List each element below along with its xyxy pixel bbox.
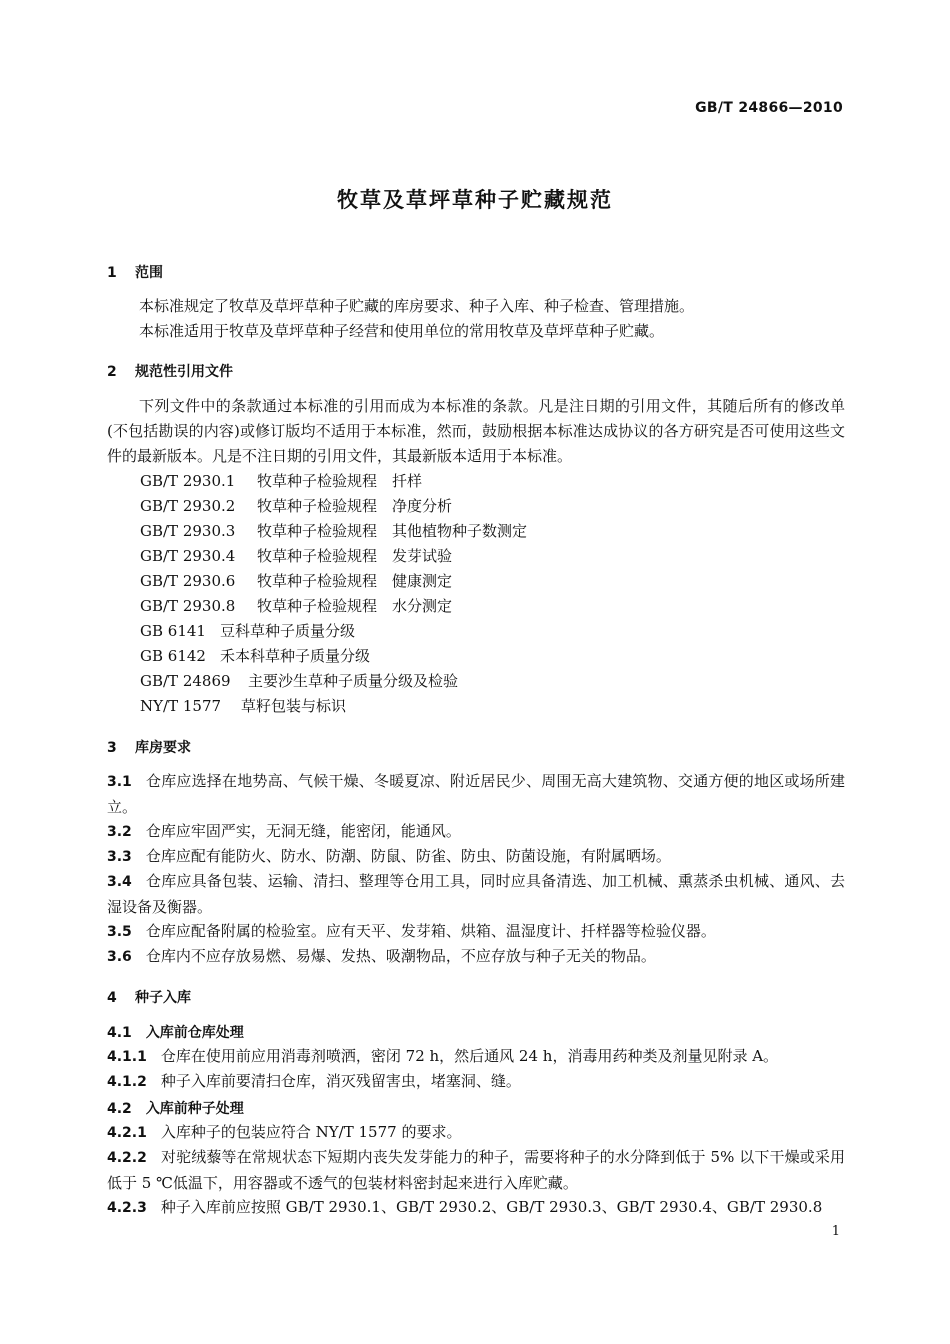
reference-item [140, 569, 452, 594]
reference-item [140, 619, 355, 644]
section-title: 库房要求 [135, 740, 191, 756]
section-title: 范围 [135, 265, 163, 281]
clause-text: 种子入库前应按照 GB/T 2930.1、GB/T 2930.2、GB/T 2930.3、GB/T 2930.4、GB/T 2930.8 [160, 1198, 823, 1216]
reference-code: GB/T 2930.4 [140, 547, 236, 565]
clause-4-2-3 [107, 1195, 845, 1221]
clause-text: 种子入库前要清扫仓库，消灭残留害虫，堵塞洞、缝。 [160, 1072, 521, 1090]
reference-name: 牧草种子检验规程 健康测定 [257, 572, 453, 590]
section-title: 种子入库 [135, 990, 191, 1006]
reference-name: 牧草种子检验规程 净度分析 [257, 497, 453, 515]
references-intro: 下列文件中的条款通过本标准的引用而成为本标准的条款。凡是注日期的引用文件，其随后所有的修改单(不包括勘误的内容)或修订版均不适用于本标准，然而，鼓励根据本标准达成协议的各方研究是否可使用这些文件的最新版本。凡是不注日期的引用文件，其最新版本适用于本标准。 [107, 397, 845, 465]
section-2-heading [107, 361, 233, 381]
clause-text: 入库种子的包装应符合 NY/T 1577 的要求。 [160, 1123, 462, 1141]
reference-code: GB/T 24869 [140, 672, 231, 690]
reference-name: 牧草种子检验规程 其他植物种子数测定 [257, 522, 528, 540]
reference-name: 牧草种子检验规程 发芽试验 [257, 547, 453, 565]
clause-3-1 [107, 769, 845, 820]
reference-name: 草籽包装与标识 [241, 697, 347, 715]
reference-name: 牧草种子检验规程 扦样 [257, 472, 423, 490]
clause-number: 3.1 [107, 774, 132, 790]
reference-name: 豆科草种子质量分级 [220, 622, 356, 640]
subsection-number: 4.1 [107, 1025, 132, 1041]
clause-text: 仓库应选择在地势高、气候干燥、冬暖夏凉、附近居民少、周围无高大建筑物、交通方便的地区或场所建立。 [107, 772, 845, 816]
reference-item [140, 669, 458, 694]
document-title: 牧草及草坪草种子贮藏规范 [337, 188, 613, 212]
reference-item [140, 494, 452, 519]
clause-text: 仓库应配备附属的检验室。应有天平、发芽箱、烘箱、温湿度计、扦样器等检验仪器。 [145, 922, 716, 940]
section-3-heading [107, 737, 191, 757]
clause-3-3 [107, 844, 845, 870]
reference-item [140, 544, 452, 569]
clause-number: 3.4 [107, 874, 132, 890]
clause-text: 仓库在使用前应用消毒剂喷洒，密闭 72 h，然后通风 24 h，消毒用药种类及剂量见附录 A。 [160, 1047, 779, 1065]
clause-number: 4.2.1 [107, 1125, 147, 1141]
clause-3-5 [107, 919, 845, 945]
subsection-4-1-heading [107, 1022, 244, 1042]
clause-4-2-1 [107, 1120, 845, 1146]
reference-code: GB/T 2930.6 [140, 572, 236, 590]
page-number: 1 [831, 1224, 840, 1239]
section-number: 4 [107, 990, 117, 1006]
clause-text: 仓库应配有能防火、防水、防潮、防鼠、防雀、防虫、防菌设施，有附属晒场。 [145, 847, 671, 865]
reference-item [140, 469, 422, 494]
clause-text: 仓库内不应存放易燃、易爆、发热、吸潮物品，不应存放与种子无关的物品。 [145, 947, 656, 965]
reference-name: 主要沙生草种子质量分级及检验 [248, 672, 459, 690]
reference-item [140, 694, 346, 719]
clause-text: 仓库应具备包装、运输、清扫、整理等仓用工具，同时应具备清选、加工机械、熏蒸杀虫机械、通风、去湿设备及衡器。 [107, 872, 845, 916]
subsection-number: 4.2 [107, 1101, 132, 1117]
reference-name: 禾本科草种子质量分级 [220, 647, 371, 665]
clause-text: 对驼绒藜等在常规状态下短期内丧失发芽能力的种子，需要将种子的水分降到低于 5% 以下干燥或采用低于 5 ℃低温下，用容器或不透气的包装材料密封起来进行入库贮藏。 [107, 1148, 845, 1192]
section-4-heading [107, 987, 191, 1007]
scope-paragraph-2: 本标准适用于牧草及草坪草种子经营和使用单位的常用牧草及草坪草种子贮藏。 [139, 322, 665, 340]
section-title: 规范性引用文件 [135, 364, 233, 380]
subsection-title: 入库前种子处理 [145, 1101, 244, 1117]
section-number: 2 [107, 364, 117, 380]
clause-number: 3.2 [107, 824, 132, 840]
reference-code: GB/T 2930.1 [140, 472, 236, 490]
reference-code: GB 6141 [140, 622, 206, 640]
clause-number: 3.6 [107, 949, 132, 965]
reference-code: GB/T 2930.8 [140, 597, 236, 615]
subsection-title: 入库前仓库处理 [145, 1025, 244, 1041]
reference-item [140, 519, 527, 544]
reference-name: 牧草种子检验规程 水分测定 [257, 597, 453, 615]
clause-number: 3.5 [107, 924, 132, 940]
clause-4-1-2 [107, 1069, 845, 1095]
clause-number: 4.2.2 [107, 1150, 147, 1166]
section-number: 1 [107, 265, 117, 281]
clause-number: 4.1.1 [107, 1049, 147, 1065]
clause-3-2 [107, 819, 845, 845]
scope-paragraph-1: 本标准规定了牧草及草坪草种子贮藏的库房要求、种子入库、种子检查、管理措施。 [139, 297, 695, 315]
clause-text: 仓库应牢固严实，无洞无缝，能密闭，能通风。 [145, 822, 461, 840]
reference-code: NY/T 1577 [140, 697, 222, 715]
section-1-heading [107, 262, 163, 282]
clause-3-4 [107, 869, 845, 920]
reference-item [140, 644, 370, 669]
clause-4-2-2 [107, 1145, 845, 1196]
clause-3-6 [107, 944, 845, 970]
subsection-4-2-heading [107, 1098, 244, 1118]
reference-code: GB/T 2930.3 [140, 522, 236, 540]
clause-number: 4.1.2 [107, 1074, 147, 1090]
clause-number: 4.2.3 [107, 1200, 147, 1216]
reference-code: GB 6142 [140, 647, 206, 665]
reference-code: GB/T 2930.2 [140, 497, 236, 515]
clause-4-1-1 [107, 1044, 845, 1070]
section-number: 3 [107, 740, 117, 756]
reference-item [140, 594, 452, 619]
standard-number: GB/T 24866—2010 [695, 100, 843, 116]
clause-number: 3.3 [107, 849, 132, 865]
